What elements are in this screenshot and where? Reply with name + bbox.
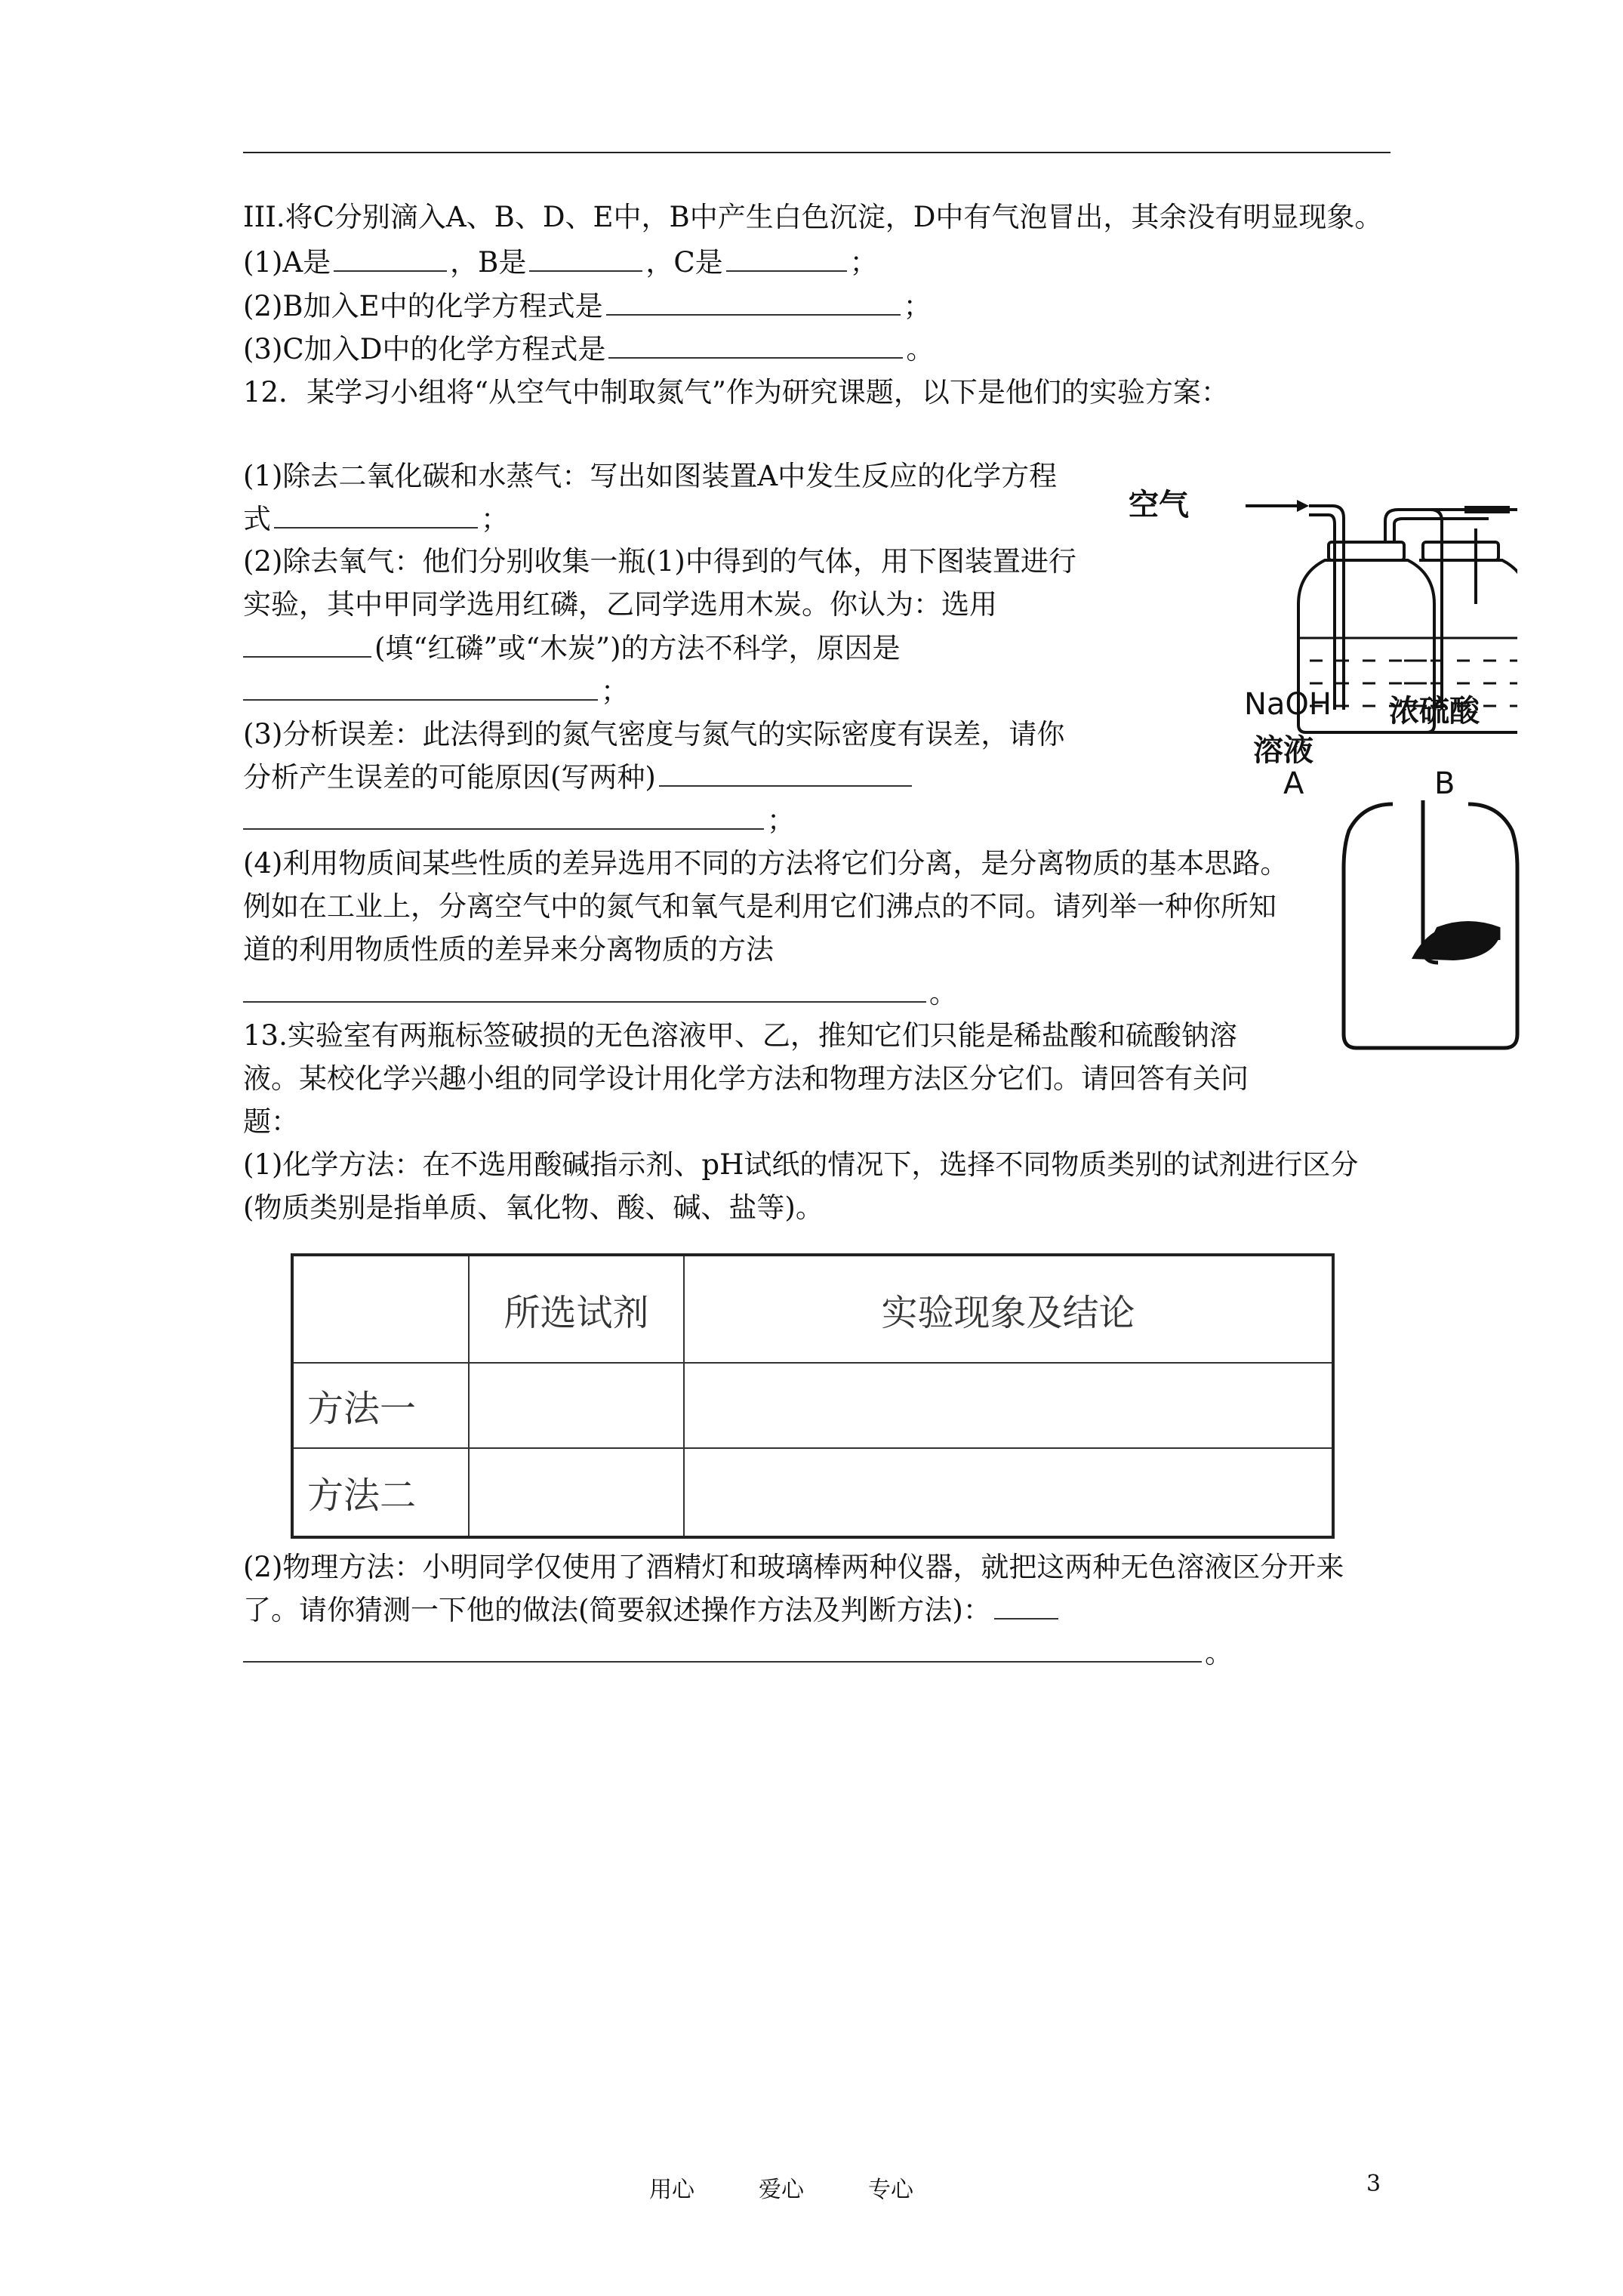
blank-separation[interactable] — [243, 974, 926, 1003]
footer-motto-1: 用心 — [649, 2177, 694, 2203]
figure-label-solution: 溶液 — [1253, 733, 1313, 768]
q12-part4-answer: 。 — [243, 974, 957, 1013]
q12-part4-text-1: (4)利用物质间某些性质的差异选用不同的方法将它们分离，是分离物质的基本思路。 — [243, 847, 1289, 880]
q12-part1-answer: 式 ； — [243, 500, 509, 539]
table-row — [292, 1448, 1333, 1537]
q12-part1-text: (1)除去二氧化碳和水蒸气：写出如图装置A中发生反应的化学方程 — [243, 460, 1058, 492]
figure-label-conc-acid: 浓硫酸 — [1389, 694, 1480, 729]
q12-part3-text-2: 分析产生误差的可能原因(写两种) — [243, 758, 915, 797]
q12-part2-reason: ； — [243, 672, 629, 711]
table-row — [292, 1363, 1333, 1448]
blank-b[interactable] — [529, 243, 642, 272]
q13-part2-text-1: (2)物理方法：小明同学仅使用了酒精灯和玻璃棒两种仪器，就把这两种无色溶液区分开来 — [243, 1551, 1344, 1583]
blank-equation-be[interactable] — [606, 287, 901, 316]
blank-physical-2[interactable] — [243, 1634, 1202, 1663]
blank-physical-1[interactable] — [994, 1591, 1058, 1620]
q13-part1-text-1: (1)化学方法：在不选用酸碱指示剂、pH试纸的情况下，选择不同物质类别的试剂进行区分 — [243, 1148, 1359, 1181]
table-cell-result[interactable] — [684, 1448, 1333, 1537]
q13-part2-text-2: 了。请你猜测一下他的做法(简要叙述操作方法及判断方法)： — [243, 1591, 1061, 1630]
blank-error-2[interactable] — [243, 801, 764, 830]
table-header-result: 实验现象及结论 — [684, 1255, 1333, 1363]
q11-answer-line-3: (3)C加入D中的化学方程式是 。 — [243, 330, 934, 369]
table-header-row — [292, 1255, 1333, 1363]
method-table — [291, 1253, 1335, 1539]
figure-label-air: 空气 — [1129, 488, 1189, 522]
table-cell-reagent[interactable] — [469, 1448, 684, 1537]
q12-part2-answer: (填“红磷”或“木炭”)的方法不科学，原因是 — [243, 629, 901, 668]
q12-part3-text-1: (3)分析误差：此法得到的氮气密度与氮气的实际密度有误差，请你 — [243, 718, 1065, 750]
q13-stem-3: 题： — [243, 1105, 299, 1138]
q13-part2-answer: 。 — [243, 1634, 1233, 1673]
table-cell-method: 方法二 — [292, 1448, 469, 1537]
q12-part2-text-1: (2)除去氧气：他们分别收集一瓶(1)中得到的气体，用下图装置进行 — [243, 545, 1076, 578]
table-cell-result[interactable] — [684, 1363, 1333, 1448]
table-header-corner — [292, 1255, 469, 1363]
q12-part4-text-2: 例如在工业上，分离空气中的氮气和氧气是利用它们沸点的不同。请列举一种你所知 — [243, 890, 1277, 923]
blank-a[interactable] — [334, 243, 447, 272]
table-cell-method: 方法一 — [292, 1363, 469, 1448]
page-number: 3 — [1366, 2171, 1381, 2197]
q11-part3-text: III.将C分别滴入A、B、D、E中，B中产生白色沉淀，D中有气泡冒出，其余没有明显现象。 — [243, 201, 1383, 233]
q12-part4-text-3: 道的利用物质性质的差异来分离物质的方法 — [243, 933, 774, 966]
figure-label-naoh: NaOH — [1244, 687, 1332, 722]
q12-part2-text-2: 实验，其中甲同学选用红磷，乙同学选用木炭。你认为：选用 — [243, 588, 997, 621]
q13-stem-1: 13.实验室有两瓶标签破损的无色溶液甲、乙，推知它们只能是稀盐酸和硫酸钠溶 — [243, 1019, 1237, 1052]
q13-stem-2: 液。某校化学兴趣小组的同学设计用化学方法和物理方法区分它们。请回答有关问 — [243, 1062, 1249, 1095]
blank-equation-a[interactable] — [274, 500, 478, 529]
blank-reason[interactable] — [243, 672, 598, 701]
q12-stem: 12．某学习小组将“从空气中制取氮气”作为研究课题，以下是他们的实验方案： — [243, 376, 1229, 408]
figure-label-a: A — [1283, 766, 1304, 801]
blank-equation-cd[interactable] — [608, 330, 903, 359]
combustion-bottle-figure — [1340, 800, 1521, 1053]
figure-label-b: B — [1434, 766, 1455, 801]
header-rule — [243, 152, 1390, 153]
q13-part1-text-2: (物质类别是指单质、氧化物、酸、碱、盐等)。 — [243, 1191, 824, 1224]
blank-error-1[interactable] — [659, 758, 912, 787]
q11-answer-line-2: (2)B加入E中的化学方程式是 ； — [243, 287, 932, 326]
footer-motto-3: 专心 — [868, 2177, 913, 2203]
q11-answer-line-1: (1)A是 ，B是 ，C是 ； — [243, 243, 878, 282]
table-header-reagent: 所选试剂 — [469, 1255, 684, 1363]
blank-choice[interactable] — [243, 629, 371, 658]
blank-c[interactable] — [726, 243, 847, 272]
table-cell-reagent[interactable] — [469, 1363, 684, 1448]
footer-motto-2: 爱心 — [759, 2177, 804, 2203]
q12-part3-answer: ； — [243, 801, 795, 840]
